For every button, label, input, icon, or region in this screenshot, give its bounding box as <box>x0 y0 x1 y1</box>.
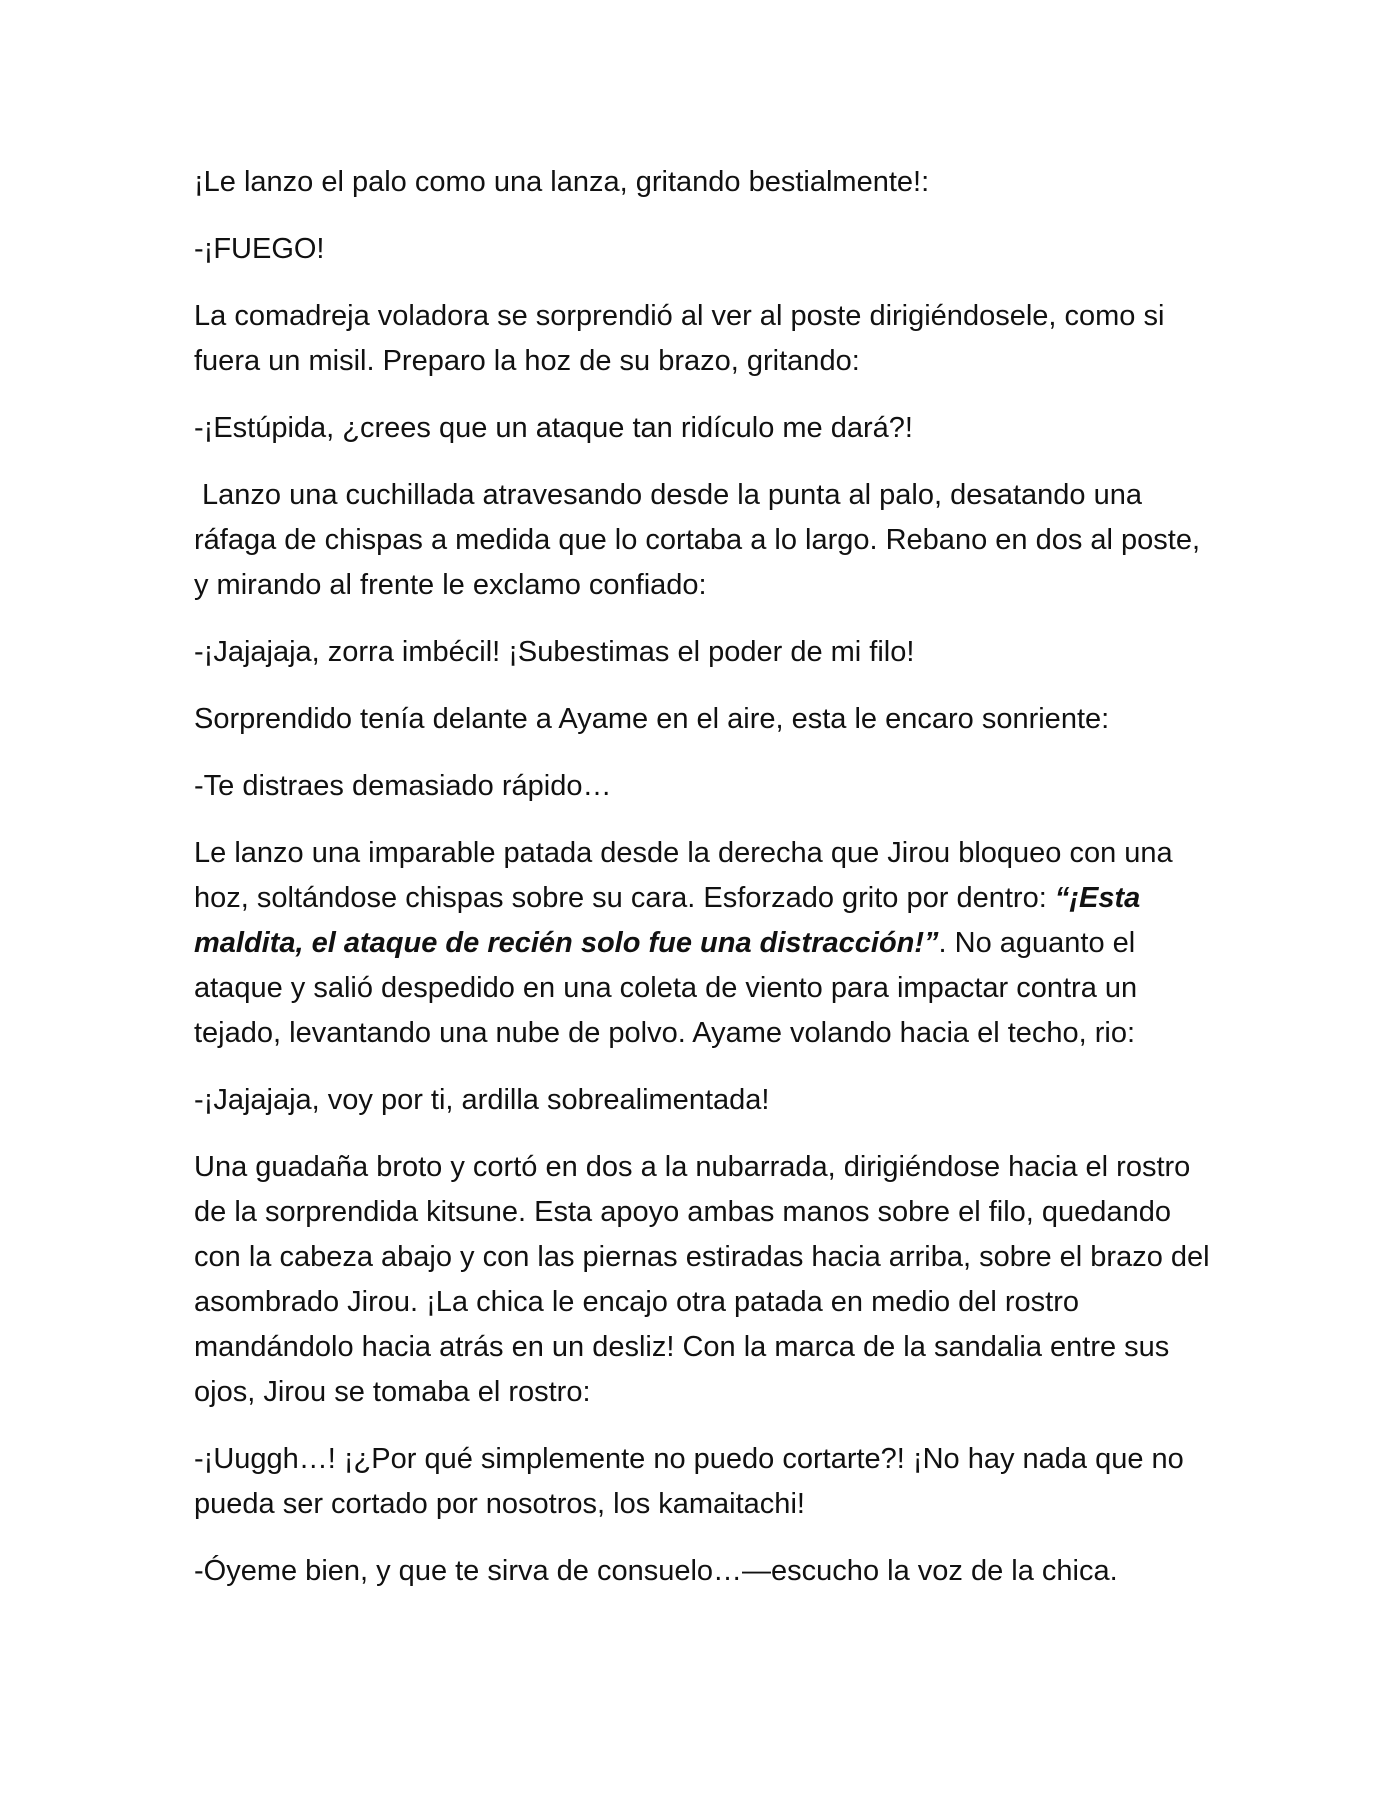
paragraph-10: -¡Jajajaja, voy por ti, ardilla sobrealimentada! <box>194 1084 770 1116</box>
paragraph-9 <box>194 831 1214 1056</box>
paragraph-5: Lanzo una cuchillada atravesando desde la punta al palo, desatando una ráfaga de chispas a medida que lo cortaba a lo largo. Rebano en dos al poste, y mirando al frente le exclamo confiado: <box>194 479 1201 601</box>
paragraph-7: Sorprendido tenía delante a Ayame en el aire, esta le encaro sonriente: <box>194 703 1110 735</box>
document-body <box>194 160 1214 1616</box>
paragraph-2: -¡FUEGO! <box>194 233 325 265</box>
paragraph-9-italic-thought: “¡Esta maldita, el ataque de recién solo fue una distracción!” <box>194 882 1141 959</box>
paragraph-9-part-3: . No aguanto el ataque y salió despedido en una coleta de viento para impactar contra un tejado, levantando una nube de polvo. Ayame volando hacia el techo, rio: <box>194 927 1138 1049</box>
paragraph-6: -¡Jajajaja, zorra imbécil! ¡Subestimas el poder de mi filo! <box>194 636 915 668</box>
paragraph-1: ¡Le lanzo el palo como una lanza, gritando bestialmente!: <box>194 166 930 198</box>
paragraph-8: -Te distraes demasiado rápido… <box>194 770 612 802</box>
paragraph-13: -Óyeme bien, y que te sirva de consuelo…—escucho la voz de la chica. <box>194 1555 1118 1587</box>
paragraph-4: -¡Estúpida, ¿crees que un ataque tan ridículo me dará?! <box>194 412 913 444</box>
paragraph-12: -¡Uuggh…! ¡¿Por qué simplemente no puedo cortarte?! ¡No hay nada que no pueda ser cortado por nosotros, los kamaitachi! <box>194 1443 1184 1520</box>
paragraph-11: Una guadaña broto y cortó en dos a la nubarrada, dirigiéndose hacia el rostro de la sorprendida kitsune. Esta apoyo ambas manos sobre el filo, quedando con la cabeza abajo y con las piernas estiradas hacia arriba, sobre el brazo del asombrado Jirou. ¡La chica le encajo otra patada en medio del rostro mandándolo hacia atrás en un desliz! Con la marca de la sandalia entre sus ojos, Jirou se tomaba el rostro: <box>194 1151 1210 1408</box>
paragraph-3: La comadreja voladora se sorprendió al ver al poste dirigiéndosele, como si fuera un misil. Preparo la hoz de su brazo, gritando: <box>194 300 1165 377</box>
paragraph-9-part-1: Le lanzo una imparable patada desde la derecha que Jirou bloqueo con una hoz, soltándose chispas sobre su cara. Esforzado grito por dentro: <box>194 837 1173 914</box>
